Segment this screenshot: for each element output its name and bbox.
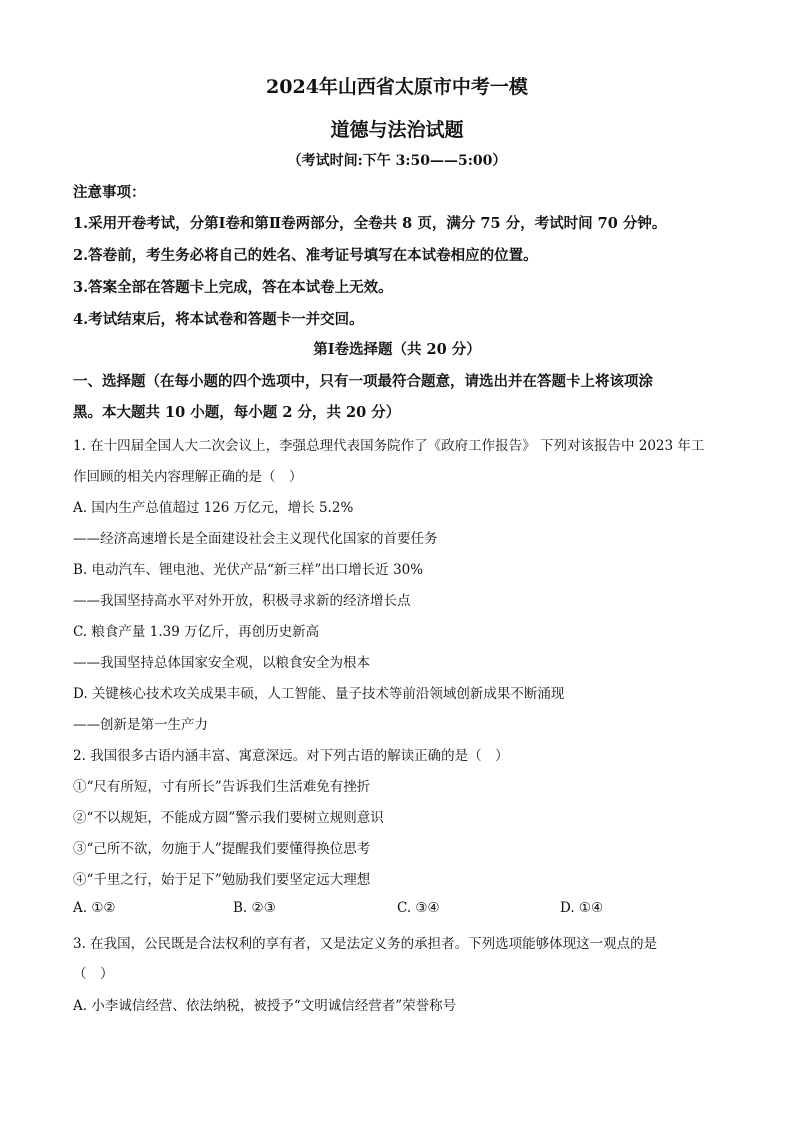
q1-option-d: D. 关键核心技术攻关成果丰硕，人工智能、量子技术等前沿领域创新成果不断涌现	[73, 686, 565, 702]
section-instruction-1: 一、选择题（在每小题的四个选项中，只有一项最符合题意，请选出并在答题卡上将该项涂	[73, 373, 653, 390]
q2-stem: 2. 我国很多古语内涵丰富、寓意深远。对下列古语的解读正确的是（ ）	[73, 748, 509, 764]
q2-option-a: A. ①②	[73, 900, 116, 916]
q2-option-b: B. ②③	[233, 900, 276, 916]
exam-time: （考试时间:下午 3:50——5:00）	[287, 153, 507, 169]
notice-item-1: 1.采用开卷考试，分第Ⅰ卷和第Ⅱ卷两部分，全卷共 8 页，满分 75 分，考试时间 70 分钟。	[73, 215, 667, 232]
notice-item-4: 4.考试结束后，将本试卷和答题卡一并交回。	[73, 311, 364, 328]
q2-statement-4: ④“千里之行，始于足下”勉励我们要坚定远大理想	[73, 872, 371, 888]
q3-option-a: A. 小李诚信经营、依法纳税，被授予“文明诚信经营者”荣誉称号	[73, 998, 457, 1014]
section-instruction-2: 黑。本大题共 10 小题，每小题 2 分，共 20 分）	[73, 404, 401, 421]
q2-statement-2: ②“不以规矩，不能成方圆”警示我们要树立规则意识	[73, 810, 384, 826]
q1-stem-2: 作回顾的相关内容理解正确的是（ ）	[73, 469, 303, 485]
exam-subject: 道德与法治试题	[330, 119, 464, 141]
q2-option-d: D. ①④	[560, 900, 604, 916]
q1-option-a-note: ——经济高速增长是全面建设社会主义现代化国家的首要任务	[73, 531, 438, 547]
notice-item-3: 3.答案全部在答题卡上完成，答在本试卷上无效。	[73, 279, 393, 296]
notice-item-2: 2.答卷前，考生务必将自己的姓名、准考证号填写在本试卷相应的位置。	[73, 247, 538, 264]
q1-option-a: A. 国内生产总值超过 126 万亿元，增长 5.2%	[73, 500, 354, 516]
q2-statement-1: ①“尺有所短，寸有所长”告诉我们生活难免有挫折	[73, 779, 371, 795]
notice-heading: 注意事项：	[73, 184, 146, 201]
q1-option-b: B. 电动汽车、锂电池、光伏产品“新三样”出口增长近 30%	[73, 562, 424, 578]
q3-stem-2: （ ）	[73, 966, 114, 982]
exam-title: 2024年山西省太原市中考一模	[266, 76, 528, 98]
q1-option-c: C. 粮食产量 1.39 万亿斤，再创历史新高	[73, 624, 320, 640]
q1-option-d-note: ——创新是第一生产力	[73, 717, 208, 733]
q1-option-b-note: ——我国坚持高水平对外开放，积极寻求新的经济增长点	[73, 593, 411, 609]
q1-option-c-note: ——我国坚持总体国家安全观，以粮食安全为根本	[73, 655, 370, 671]
q1-stem-1: 1. 在十四届全国人大二次会议上，李强总理代表国务院作了《政府工作报告》 下列对该报告中 2023 年工	[73, 438, 705, 454]
section-title: 第Ⅰ卷选择题（共 20 分）	[313, 341, 481, 358]
q3-stem-1: 3. 在我国，公民既是合法权利的享有者，又是法定义务的承担者。下列选项能够体现这一观点的是	[73, 936, 658, 952]
q2-option-c: C. ③④	[397, 900, 440, 916]
q2-statement-3: ③“己所不欲，勿施于人”提醒我们要懂得换位思考	[73, 841, 371, 857]
